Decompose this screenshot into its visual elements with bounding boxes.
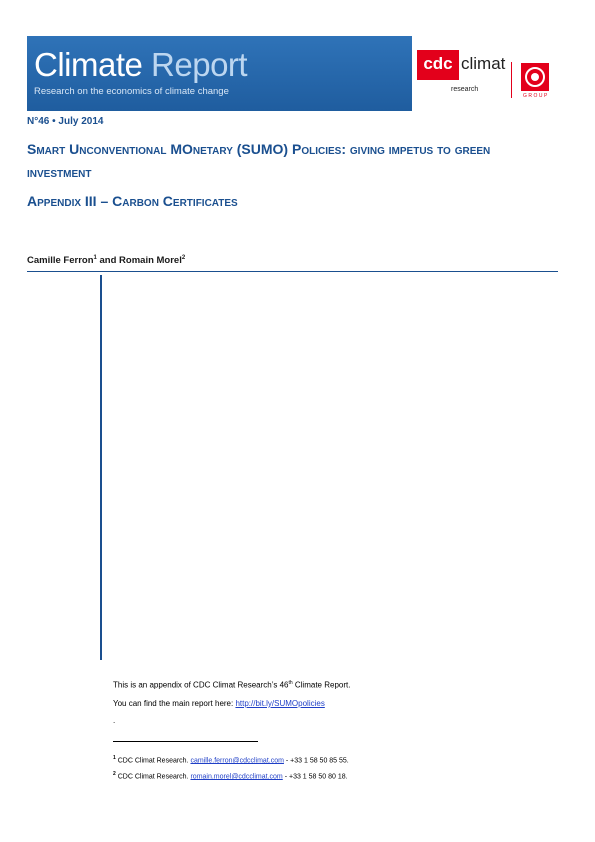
logo-separator — [511, 62, 512, 98]
main-report-note-text: You can find the main report here: — [113, 699, 236, 708]
banner-title — [34, 46, 247, 84]
cdc-logo: cdc — [417, 50, 459, 80]
appendix-note-text: This is an appendix of CDC Climat Research’s 46 — [113, 680, 289, 690]
side-rule — [100, 275, 102, 660]
authors-conjunction: and — [96, 255, 120, 267]
author-second: Romain Morel — [119, 255, 182, 267]
banner-title-bold: Climate — [34, 46, 143, 83]
research-logo-text: research — [451, 86, 479, 93]
author-first: Camille Ferron — [27, 255, 94, 267]
header-divider — [27, 271, 558, 272]
banner-subtitle: Research on the economics of climate change — [34, 86, 229, 97]
author-second-footnote-ref[interactable]: 2 — [181, 255, 186, 261]
group-logo-text: GROUP — [523, 93, 549, 99]
appendix-note — [113, 680, 350, 690]
main-report-note — [113, 699, 325, 708]
footnote-2-phone: - +33 1 58 50 80 18. — [282, 773, 348, 781]
footnote-2-number: 2 — [113, 771, 116, 777]
footnote-1-affiliation: CDC Climat Research. — [115, 757, 191, 765]
authors — [27, 255, 185, 266]
report-title: Smart Unconventional MOnetary (SUMO) Policies: giving impetus to green investment — [27, 141, 491, 180]
climat-logo-text: climat — [461, 54, 506, 73]
footnote-2 — [113, 771, 348, 780]
footnote-1-number: 1 — [113, 755, 116, 761]
appendix-note-sup: th — [288, 680, 293, 686]
main-report-link[interactable]: http://bit.ly/SUMOpolicies — [235, 699, 325, 708]
appendix-title: Appendix III – Carbon Certificates — [27, 193, 238, 209]
header-banner — [27, 36, 412, 111]
issue-number: N°46 • July 2014 — [27, 116, 104, 127]
footnote-2-email-link[interactable]: romain.morel@cdcclimat.com — [190, 773, 283, 781]
footnote-1 — [113, 755, 349, 764]
footnote-divider — [113, 741, 258, 742]
author-first-footnote-ref[interactable]: 1 — [93, 255, 97, 261]
footnote-2-affiliation: CDC Climat Research. — [115, 773, 191, 781]
banner-title-light: Report — [151, 46, 248, 83]
footnote-1-phone: - +33 1 58 50 85 55. — [283, 757, 349, 765]
caisse-des-depots-logo-icon — [521, 63, 549, 91]
appendix-note-end: Climate Report. — [292, 680, 351, 690]
footnote-1-email-link[interactable]: camille.ferron@cdcclimat.com — [190, 757, 284, 765]
trailing-period: . — [113, 716, 116, 725]
